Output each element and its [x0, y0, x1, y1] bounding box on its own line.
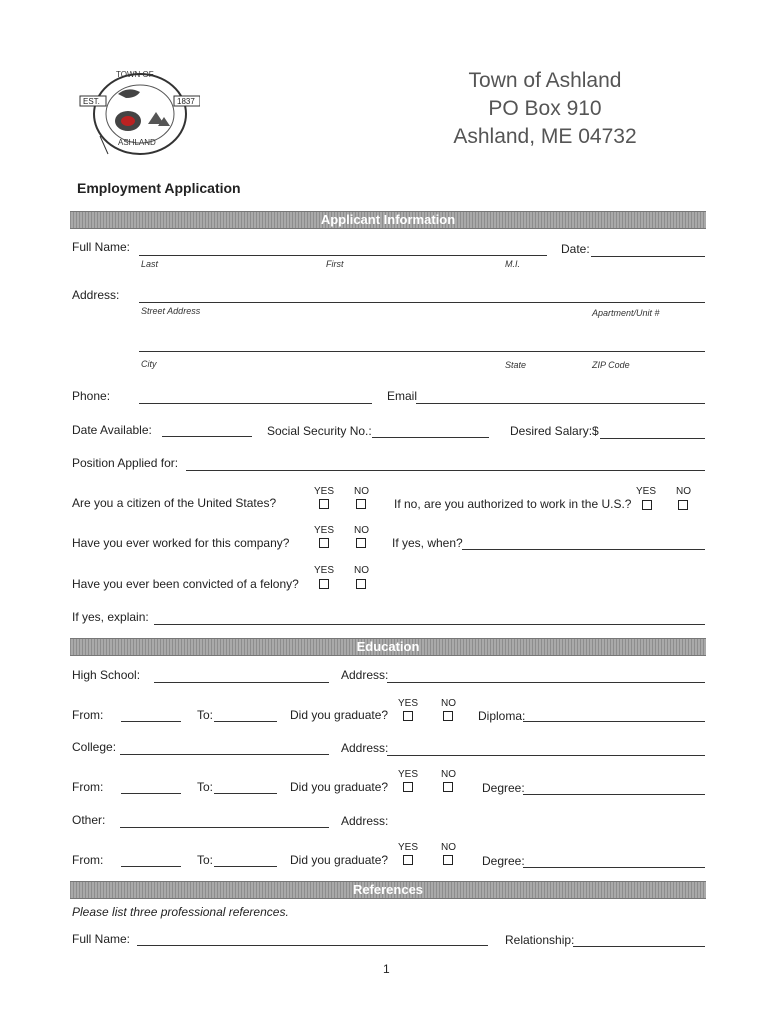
street-address-field[interactable] — [139, 302, 705, 303]
ssn-label: Social Security No.: — [267, 424, 372, 438]
relationship-field[interactable] — [573, 946, 705, 947]
other-to-field[interactable] — [214, 866, 277, 867]
ssn-field[interactable] — [372, 437, 489, 438]
city-caption: City — [141, 359, 157, 369]
state-caption: State — [505, 360, 527, 370]
date-available-field[interactable] — [162, 436, 252, 437]
seal-year-text: 1837 — [177, 97, 195, 106]
college-label: College: — [72, 740, 117, 754]
middle-initial-caption: M.I. — [505, 259, 520, 269]
section-applicant-information: Applicant Information — [70, 211, 706, 229]
other-degree-field[interactable] — [523, 867, 705, 868]
citizen-yes-checkbox[interactable] — [319, 499, 329, 509]
date-field[interactable] — [591, 256, 705, 257]
other-degree-label: Degree: — [482, 854, 525, 868]
felony-no-checkbox[interactable] — [356, 579, 366, 589]
seal-top-text: TOWN OF — [116, 70, 154, 79]
felony-yes-checkbox[interactable] — [319, 579, 329, 589]
other-label: Other: — [72, 813, 106, 827]
explain-field[interactable] — [154, 624, 705, 625]
high-school-address-label: Address: — [341, 668, 389, 682]
hs-graduate-yes-checkbox[interactable] — [403, 711, 413, 721]
citizen-no-label: NO — [354, 486, 369, 497]
authorized-yes-checkbox[interactable] — [642, 500, 652, 510]
other-from-field[interactable] — [121, 866, 181, 867]
citizen-yes-label: YES — [314, 486, 335, 497]
college-yes-label: YES — [398, 769, 419, 780]
college-no-label: NO — [441, 769, 456, 780]
authorized-question: If no, are you authorized to work in the U.S.? — [394, 497, 632, 511]
email-field[interactable] — [416, 403, 705, 404]
date-label: Date: — [561, 242, 590, 256]
hs-no-label: NO — [441, 698, 456, 709]
diploma-field[interactable] — [523, 721, 705, 722]
first-name-caption: First — [326, 259, 344, 269]
worked-yes-label: YES — [314, 525, 335, 536]
other-school-field[interactable] — [120, 827, 329, 828]
other-from-label: From: — [72, 853, 104, 867]
citizen-no-checkbox[interactable] — [356, 499, 366, 509]
email-label: Email — [387, 389, 418, 403]
authorized-no-label: NO — [676, 486, 691, 497]
form-title: Employment Application — [77, 180, 241, 196]
worked-question: Have you ever worked for this company? — [72, 536, 290, 550]
other-yes-label: YES — [398, 842, 419, 853]
position-field[interactable] — [186, 470, 705, 471]
worked-no-checkbox[interactable] — [356, 538, 366, 548]
other-to-label: To: — [197, 853, 214, 867]
phone-field[interactable] — [139, 403, 372, 404]
college-degree-label: Degree: — [482, 781, 525, 795]
high-school-label: High School: — [72, 668, 141, 682]
college-from-label: From: — [72, 780, 104, 794]
date-available-label: Date Available: — [72, 423, 152, 437]
other-graduate-question: Did you graduate? — [290, 853, 389, 867]
hs-to-field[interactable] — [214, 721, 277, 722]
college-to-field[interactable] — [214, 793, 277, 794]
hs-graduate-no-checkbox[interactable] — [443, 711, 453, 721]
other-address-label: Address: — [341, 814, 389, 828]
felony-question: Have you ever been convicted of a felony? — [72, 577, 299, 591]
last-name-caption: Last — [141, 259, 159, 269]
other-graduate-no-checkbox[interactable] — [443, 855, 453, 865]
references-instruction: Please list three professional references. — [72, 905, 289, 919]
phone-label: Phone: — [72, 389, 111, 403]
worked-no-label: NO — [354, 525, 369, 536]
hs-to-label: To: — [197, 708, 214, 722]
full-name-label: Full Name: — [72, 240, 131, 254]
seal-est-text: EST. — [83, 97, 100, 106]
diploma-label: Diploma: — [478, 709, 526, 723]
city-state-zip-field[interactable] — [139, 351, 705, 352]
desired-salary-label: Desired Salary:$ — [510, 424, 599, 438]
hs-from-field[interactable] — [121, 721, 181, 722]
town-address: Ashland, ME 04732 — [453, 125, 637, 148]
authorized-yes-label: YES — [636, 486, 657, 497]
town-seal-logo — [78, 66, 200, 160]
hs-graduate-question: Did you graduate? — [290, 708, 389, 722]
authorized-no-checkbox[interactable] — [678, 500, 688, 510]
position-label: Position Applied for: — [72, 456, 179, 470]
desired-salary-field[interactable] — [600, 438, 705, 439]
section-education: Education — [70, 638, 706, 656]
town-name: Town of Ashland — [468, 69, 622, 92]
felony-no-label: NO — [354, 565, 369, 576]
hs-yes-label: YES — [398, 698, 419, 709]
reference-full-name-label: Full Name: — [72, 932, 131, 946]
if-yes-when-label: If yes, when? — [392, 536, 463, 550]
high-school-field[interactable] — [154, 682, 329, 683]
citizen-question: Are you a citizen of the United States? — [72, 496, 277, 510]
relationship-label: Relationship: — [505, 933, 575, 947]
section-references: References — [70, 881, 706, 899]
college-address-field[interactable] — [387, 755, 705, 756]
other-graduate-yes-checkbox[interactable] — [403, 855, 413, 865]
if-yes-when-field[interactable] — [462, 549, 705, 550]
apartment-caption: Apartment/Unit # — [592, 308, 660, 318]
street-address-caption: Street Address — [141, 306, 201, 316]
address-label: Address: — [72, 288, 120, 302]
college-from-field[interactable] — [121, 793, 181, 794]
page-number: 1 — [383, 962, 390, 976]
full-name-field[interactable] — [139, 255, 547, 256]
worked-yes-checkbox[interactable] — [319, 538, 329, 548]
felony-yes-label: YES — [314, 565, 335, 576]
college-graduate-no-checkbox[interactable] — [443, 782, 453, 792]
hs-from-label: From: — [72, 708, 104, 722]
college-to-label: To: — [197, 780, 214, 794]
college-address-label: Address: — [341, 741, 389, 755]
college-degree-field[interactable] — [523, 794, 705, 795]
zip-caption: ZIP Code — [592, 360, 630, 370]
other-no-label: NO — [441, 842, 456, 853]
high-school-address-field[interactable] — [387, 682, 705, 683]
seal-bottom-text: ASHLAND — [118, 138, 156, 147]
college-field[interactable] — [120, 754, 329, 755]
college-graduate-question: Did you graduate? — [290, 780, 389, 794]
reference-full-name-field[interactable] — [137, 945, 488, 946]
college-graduate-yes-checkbox[interactable] — [403, 782, 413, 792]
explain-label: If yes, explain: — [72, 610, 149, 624]
town-po-box: PO Box 910 — [488, 97, 602, 120]
